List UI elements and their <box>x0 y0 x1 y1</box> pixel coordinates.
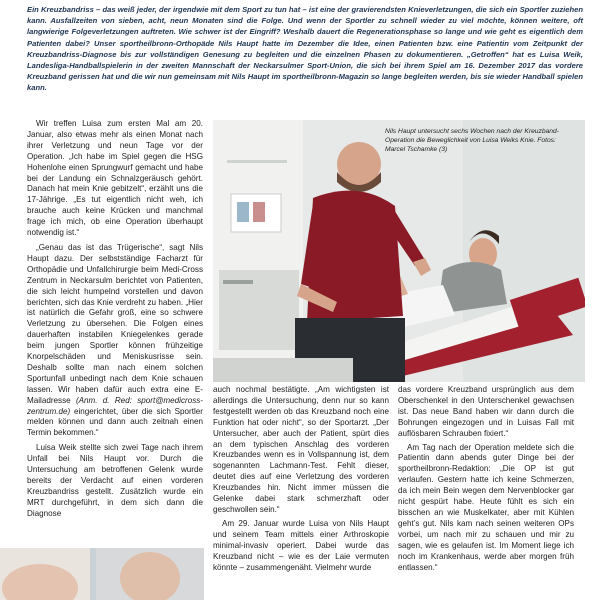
article-column-1 <box>27 119 203 524</box>
col2-paragraph-2: Am 29. Januar wurde Luisa von Nils Haupt und seinem Team mittels einer Arthroskopie minimal-invasiv operiert. Dabei wurde das Kreuzband nicht – wie es der Laie vermuten könnte – zusammengenäht. Vielmehr wurde <box>213 518 389 572</box>
secondary-photo <box>0 548 204 600</box>
col1-paragraph-1: Wir treffen Luisa zum ersten Mal am 20. Januar, also etwas mehr als einen Monat nach ihrer Verletzung und neun Tage vor der Operation. „Ich habe im Spiel gegen die HSG Hohenlohe einen Sprungwurf gemacht und habe bei der Landung ein Schnalzgeräusch gehört. Danach hat mein Knie gebitzelt“, erzählt uns die 17-Jährige. „Es tut eigentlich nicht weh, ich brauche auch keine Krücken und manchmal frage ich mich, ob eine Operation überhaupt notwendig ist.“ <box>27 119 203 238</box>
col1-paragraph-2-tail: eingerichtet, über die sich Sportler melden können und dann auch zeitnah einen Termin bekommen.“ <box>27 406 203 438</box>
col2-paragraph-1: auch nochmal bestätigte. „Am wichtigsten ist allerdings die Untersuchung, denn nur so kann festgestellt werden ob das Kreuzband noch eine Funktion hat oder nicht“, so der Sportarzt. „Der Untersucher, aber auch der Patient, spürt dies an dem typischen Anschlag des vorderen Kreuzbandes wenn es in Vollspannung ist, dem sogenannten Lachmann-Test. Fehlt dieser, deutet dies auf eine Verletzung des vorderen Kreuzbandes hin. Nicht immer müssen die Gelenke dabei stark schmerzhaft oder geschwollen sein.“ <box>213 385 389 514</box>
col1-paragraph-2-text: „Genau das ist das Trügerische“, sagt Nils Haupt dazu. Der selbstständige Facharzt für Orthopädie und Unfallchirurgie beim Medi-Cross Zentrum in Neckarsulm berichtet von Patienten, die sich leicht humpelnd vorstellen und davon berichten, sich das Knie verdreht zu haben. „Hier ist natürlich die Gefahr groß, eine so schwere Verletzung zu übersehen. Die Folgen eines dauerhaften instabilen Kniegelenkes gerade beim jungen Sportler können frühzeitige Knorpelschäden und Meniskusrisse sein. Deshalb sollte man nach einem solchen Sportunfall unbedingt nach dem Knie schauen lassen. Wir haben dafür auch extra eine E-Mailadresse <box>27 242 203 405</box>
main-photo <box>213 120 585 382</box>
photo-caption: Nils Haupt untersucht sechs Wochen nach der Kreuzband-Operation die Beweglichkeit von Luisa Weiks Knie. Fotos: Marcel Tschamke (3) <box>385 128 559 153</box>
col3-paragraph-2: Am Tag nach der Operation meldete sich die Patientin dann abends guter Dinge bei der sportheilbronn-Redaktion: „Die OP ist gut verlaufen. Gestern hatte ich keine Schmerzen, da ich mein Bein wegen dem Nervenblocker gar nicht gespürt habe. Heute fühlt es sich ein bisschen an wie Muskelkater, aber mit Kühlen geht’s gut. Nils kam nach seinen weiteren OPs vorbei, um nach mir zu schauen und mir zu sagen, wie es gelaufen ist. Im Moment liege ich noch im Krankenhaus, werde aber morgen früh entlassen.“ <box>398 442 574 572</box>
email-reference: (Anm. d. Red: sport@medicross-zentrum.de) <box>27 395 204 416</box>
secondary-photo-illustration <box>0 548 204 600</box>
col3-paragraph-1: das vordere Kreuzband ursprünglich aus dem Oberschenkel in den Unterschenkel gewachsen ist. Das neue Band haben wir dann durch die Bohrungen eingezogen und in Luisas Fall mit auflösbaren Schrauben fixiert.“ <box>398 385 574 438</box>
examination-photo-illustration <box>213 120 585 382</box>
intro-paragraph: Ein Kreuzbandriss – das weiß jeder, der irgendwie mit dem Sport zu tun hat – ist eine der gravierendsten Knieverletzungen, die sich ein Sportler zuziehen kann. Ausfallzeiten von sieben, acht, neun Monaten sind die Folge. Und wenn der Sportler zu schnell wieder zu viel möchte, können weitere, oft langwierige Folgeverletzungen auftreten. Wie schwer ist der Eingriff? Weshalb dauert die Regenerationsphase so lange und wie geht es eigentlich dem Patienten dabei? Unser sportheilbronn-Orthopäde Nils Haupt hatte im Dezember die Idee, einen Patienten bzw. eine Patientin vom Zeitpunkt der Kreuzbandriss-Diagnose bis zur vollständigen Genesung zu begleiten und die einzelnen Phasen zu dokumentieren. „Getroffen“ hat es Luisa Weik, Landesliga-Handballspielerin in der zweiten Mannschaft der Neckarsulmer Sport-Union, die sich bei ihrem Spiel am 16. Dezember 2017 das vordere Kreuzband gerissen hat und die wir nun gemeinsam mit Nils Haupt im sportheilbronn-Magazin so lange begleiten werden, bis sie wieder Handball spielen kann. <box>27 5 583 93</box>
col1-paragraph-3: Luisa Weik stellte sich zwei Tage nach ihrem Unfall bei Nils Haupt vor. Durch die Untersuchung am betroffenen Gelenk wurde bereits der Verdacht auf einen vorderen Kreuzbandriss gestellt. Zusätzlich wurde ein MRT durchgeführt, in dem sich dann die Diagnose <box>27 443 203 518</box>
col1-paragraph-2 <box>27 243 203 439</box>
article-column-3 <box>398 385 574 576</box>
article-column-2 <box>213 385 389 576</box>
